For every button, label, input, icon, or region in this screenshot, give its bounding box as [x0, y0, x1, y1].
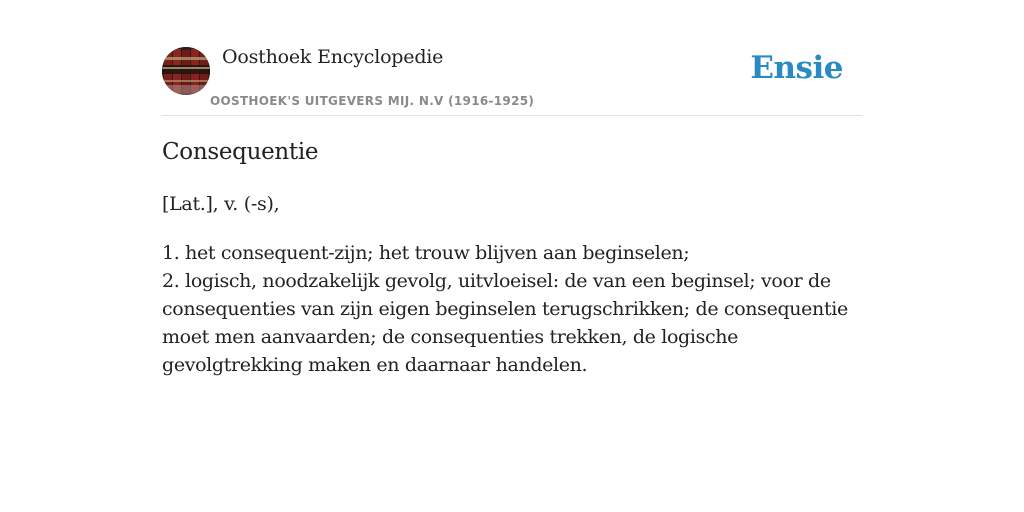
ensie-logo-link[interactable]: Ensie	[750, 50, 843, 86]
entry-grammar: [Lat.], v. (-s),	[162, 193, 280, 215]
page-content	[162, 0, 862, 376]
encyclopedia-books-icon[interactable]	[162, 47, 210, 95]
publication-header	[162, 0, 862, 116]
publication-subtitle: OOSTHOEK'S UITGEVERS MIJ. N.V (1916-1925)	[210, 94, 535, 108]
publication-title[interactable]: Oosthoek Encyclopedie	[222, 46, 444, 68]
definition-item: 1. het consequent-zijn; het trouw blijven aan beginselen;	[162, 242, 690, 264]
entry-definitions	[162, 239, 862, 379]
definition-item: 2. logisch, noodzakelijk gevolg, uitvloeisel: de van een beginsel; voor de consequenties van zijn eigen beginselen terugschrikken; de consequentie moet men aanvaarden; de consequenties trekken, de logische gevolgtrekking maken en daarnaar handelen.	[162, 270, 848, 376]
entry-term-title: Consequentie	[162, 139, 319, 165]
